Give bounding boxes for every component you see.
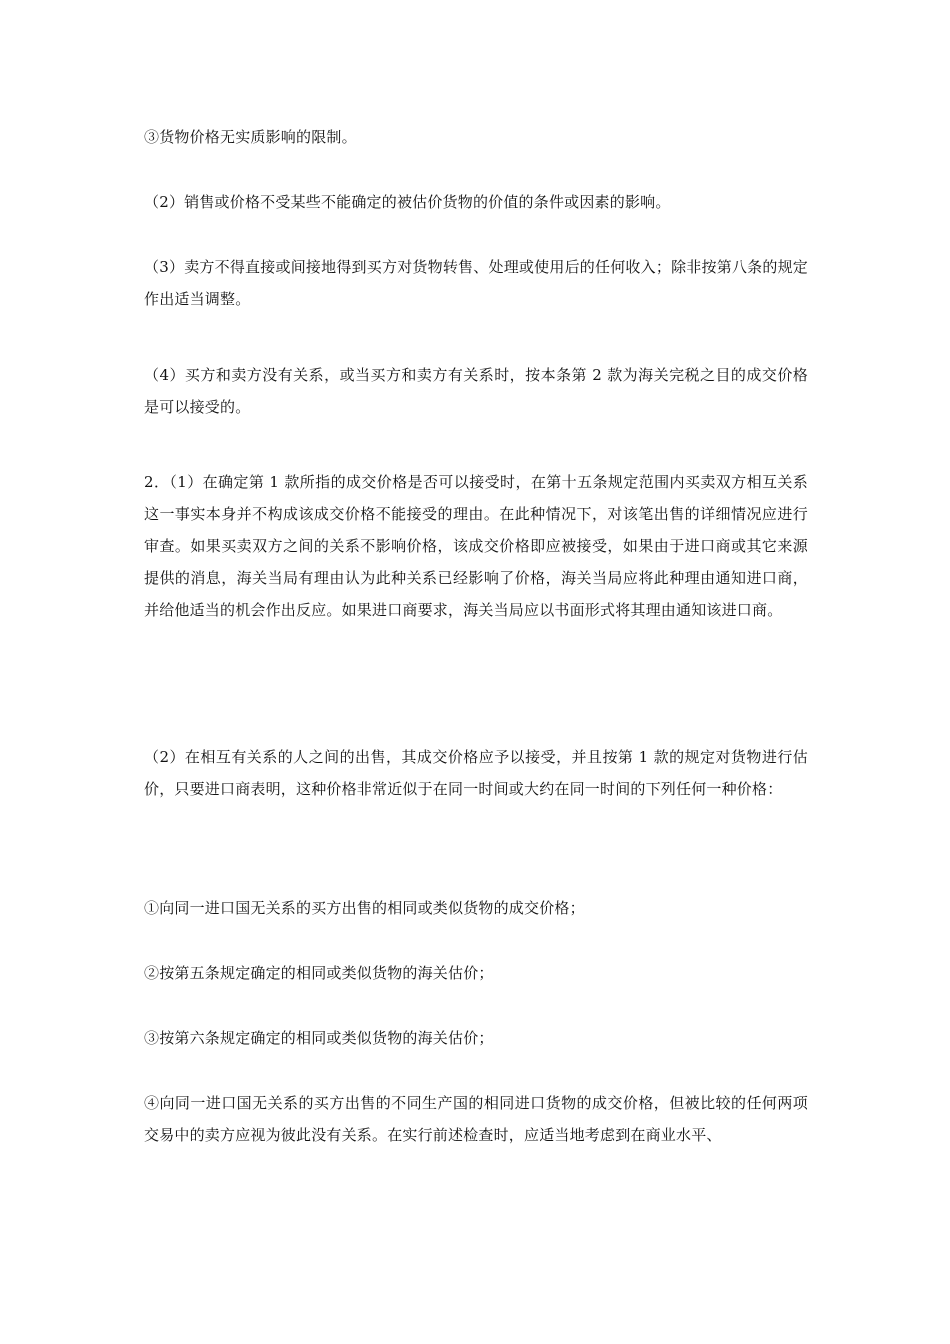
paragraph-condition-2: （2）销售或价格不受某些不能确定的被估价货物的价值的条件或因素的影响。 bbox=[144, 193, 671, 211]
paragraph-item-1: ①向同一进口国无关系的买方出售的相同或类似货物的成交价格； bbox=[144, 899, 585, 917]
paragraph-section-2-2: （2）在相互有关系的人之间的出售，其成交价格应予以接受，并且按第 1 款的规定对货物进行估价，只要进口商表明，这种价格非常近似于在同一时间或大约在同一时间的下列任何一种价格： bbox=[144, 748, 808, 798]
paragraph-item-2: ②按第五条规定确定的相同或类似货物的海关估价； bbox=[144, 964, 494, 982]
paragraph-item-3-no-substantial-effect: ③货物价格无实质影响的限制。 bbox=[144, 128, 357, 146]
paragraph-section-2-1: 2．（1）在确定第 1 款所指的成交价格是否可以接受时，在第十五条规定范围内买卖双方相互关系这一事实本身并不构成该成交价格不能接受的理由。在此种情况下，对该笔出售的详细情况应进行审查。如果买卖双方之间的关系不影响价格，该成交价格即应被接受，如果由于进口商或其它来源提供的消息，海关当局有理由认为此种关系已经影响了价格，海关当局应将此种理由通知进口商，并给他适当的机会作出反应。如果进口商要求，海关当局应以书面形式将其理由通知该进口商。 bbox=[144, 473, 808, 619]
paragraph-condition-3: （3）卖方不得直接或间接地得到买方对货物转售、处理或使用后的任何收入；除非按第八条的规定作出适当调整。 bbox=[144, 258, 808, 308]
paragraph-item-3: ③按第六条规定确定的相同或类似货物的海关估价； bbox=[144, 1029, 494, 1047]
paragraph-condition-4: （4）买方和卖方没有关系，或当买方和卖方有关系时，按本条第 2 款为海关完税之目的成交价格是可以接受的。 bbox=[144, 366, 808, 416]
paragraph-item-4: ④向同一进口国无关系的买方出售的不同生产国的相同进口货物的成交价格，但被比较的任何两项交易中的卖方应视为彼此没有关系。在实行前述检查时，应适当地考虑到在商业水平、 bbox=[144, 1094, 808, 1144]
